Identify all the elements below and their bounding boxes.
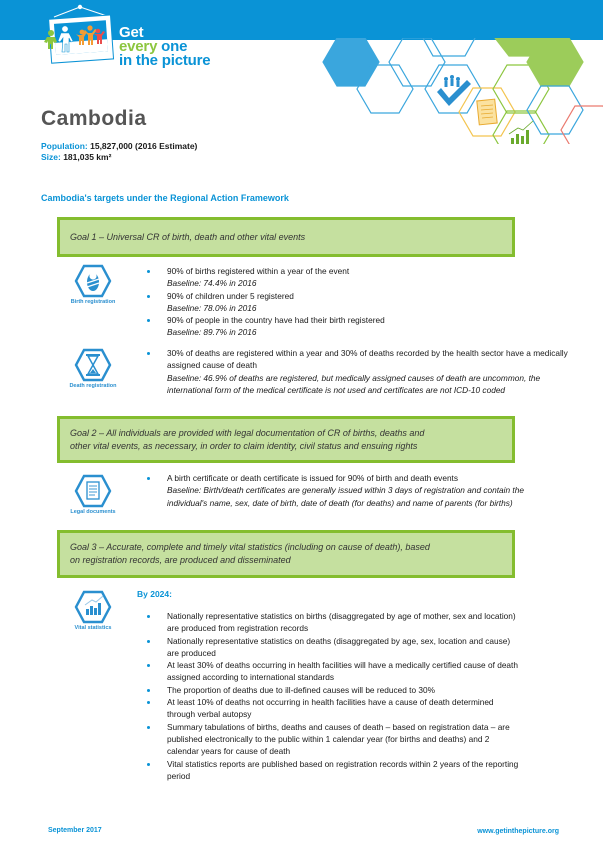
death-registration-icon <box>73 348 113 382</box>
population-row: Population: 15,827,000 (2016 Estimate) <box>41 141 198 151</box>
vital-statistics-targets <box>145 610 520 782</box>
list-item: 30% of deaths are registered within a year and 30% of deaths recorded by the health sector have a medically assigned cause of death Baseline: 46.9% of deaths are registered, but medically assigned causes of death are uncommon, the international form of the medical certificate is not used and certificates are not ICD-10 coded <box>145 347 570 396</box>
goal-title-line: on registration records, are produced and disseminated <box>70 555 291 565</box>
death-registration-badge <box>58 348 128 389</box>
footer-date: September 2017 <box>48 827 102 834</box>
list-item: The proportion of deaths due to ill-defined causes will be reduced to 30% <box>145 684 520 696</box>
death-registration-targets <box>145 347 570 396</box>
vital-statistics-badge <box>58 590 128 631</box>
goal-title: Goal 1 – Universal CR of birth, death and other vital events <box>70 231 306 242</box>
hexagon-shape <box>323 38 379 86</box>
icon-label: Legal documents <box>70 509 116 515</box>
logo-wordmark: Get every one in the picture <box>119 24 211 69</box>
legal-documents-targets <box>145 472 545 509</box>
birth-registration-badge <box>58 264 128 305</box>
footer-website-link[interactable]: www.getinthepicture.org <box>477 828 559 835</box>
list-item: At least 10% of deaths not occurring in health facilities have a cause of death determined through verbal autopsy <box>145 696 520 721</box>
list-item: 90% of births registered within a year of the event Baseline: 74.4% in 2016 <box>145 265 535 290</box>
section-heading: Cambodia's targets under the Regional Action Framework <box>41 193 289 203</box>
legal-documents-badge <box>58 474 128 515</box>
icon-label: Vital statistics <box>74 625 112 631</box>
vital-statistics-icon <box>73 590 113 624</box>
hexagon-shape <box>423 38 475 56</box>
birth-registration-icon <box>73 264 113 298</box>
size-row: Size: 181,035 km² <box>41 152 112 162</box>
list-item: At least 30% of deaths occurring in health facilities will have a medically certified cause of death assigned according to international standards <box>145 659 520 684</box>
document-icon <box>477 99 497 125</box>
list-item: Summary tabulations of births, deaths and causes of death – based on registration data – are published electronically to the public within 1 calendar year (for births and deaths) and 2 calendar years for cause of death <box>145 721 520 758</box>
hexagon-shape <box>527 86 583 134</box>
birth-registration-targets <box>145 265 535 339</box>
hexagon-shape <box>389 38 445 86</box>
goal-2-box <box>57 416 515 463</box>
list-item: 90% of people in the country have had their birth registered Baseline: 89.7% in 2016 <box>145 314 535 339</box>
list-item: 90% of children under 5 registered Baseline: 78.0% in 2016 <box>145 290 535 315</box>
legal-documents-icon <box>73 474 113 508</box>
list-item: A birth certificate or death certificate is issued for 90% of birth and death events Baseline: Birth/death certificates are generally issued within 3 days of registration and contain the individual's name, sex, date of birth, date of death (for deaths) and name of parents (for births) <box>145 472 545 509</box>
hexagon-pattern-decoration <box>315 38 603 144</box>
goal-title-line: Goal 3 – Accurate, complete and timely vital statistics (including on cause of death), based <box>70 542 430 552</box>
list-item: Nationally representative statistics on deaths (disaggregated by age, sex, location and cause) are produced <box>145 635 520 660</box>
goal-1-box <box>57 217 515 257</box>
country-title: Cambodia <box>41 107 147 130</box>
icon-label: Birth registration <box>70 299 116 305</box>
bar-chart-icon <box>509 121 533 144</box>
icon-label: Death registration <box>69 383 117 389</box>
list-item: Nationally representative statistics on births (disaggregated by age of mother, sex and location) are produced from registration records <box>145 610 520 635</box>
get-every-one-in-the-picture-logo <box>44 3 234 69</box>
picture-frame-family-icon <box>44 3 119 65</box>
country-facts <box>41 141 197 163</box>
by-2024-label: By 2024: <box>137 589 172 599</box>
goal-title-line: Goal 2 – All individuals are provided with legal documentation of CR of births, deaths and <box>70 427 425 438</box>
goal-3-box <box>57 530 515 578</box>
goal-title-line: other vital events, as necessary, in order to claim identity, civil status and ensuing rights <box>70 440 418 451</box>
list-item: Vital statistics reports are published based on registration records within 2 years of the reporting period <box>145 758 520 783</box>
